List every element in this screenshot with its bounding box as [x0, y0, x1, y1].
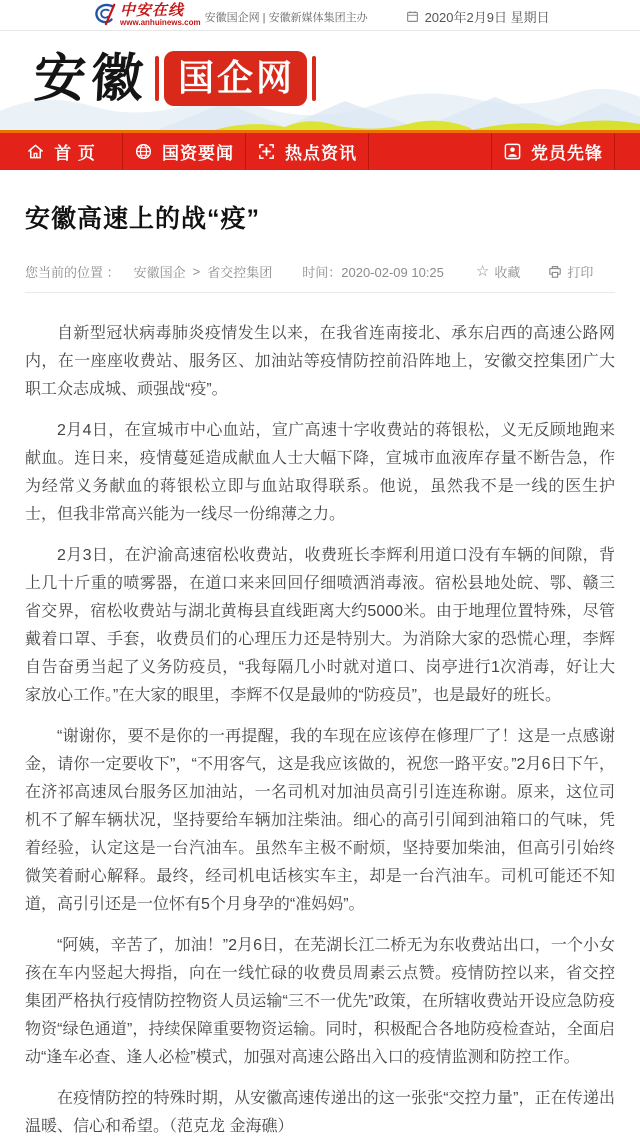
site-url: www.anhuinews.com: [120, 18, 201, 27]
breadcrumb-label: 您当前的位置 ：: [25, 265, 120, 280]
article-meta: [25, 262, 615, 281]
nav-label-party-pioneer: 党员先锋: [531, 144, 603, 163]
site-byline: 安徽国企网 | 安徽新媒体集团主办: [204, 12, 368, 24]
logo-swirl-icon: [92, 2, 118, 26]
print-label: 打印: [567, 265, 594, 280]
paragraph: “谢谢你，要不是你的一再提醒，我的车现在应该停在修理厂了！这是一点感谢金，请你一定要收下”，“不用客气，这是我应该做的，祝您一路平安。”2月6日下午，在济祁高速凤台服务区加油站，一名司机对加油员高引引连连称谢。原来，这位司机不了解车辆状况，坚持要给车辆加注柴油。细心的高引引闻到油箱口的气味，凭着经验，认定这是一台汽油车。虽然车主极不耐烦，坚持要加柴油，但高引引始终微笑着耐心解释。最终，经司机电话核实车主，却是一台汽油车。司机可能还不知道，高引引还是一位怀有5个月身孕的“准妈妈”。: [25, 728, 615, 913]
site-badge: 国企网: [164, 51, 307, 106]
nav-item-hot-news[interactable]: [246, 133, 369, 170]
favorite-button[interactable]: [476, 262, 520, 281]
main-nav: [0, 133, 640, 170]
breadcrumb-separator: >: [192, 264, 201, 279]
paragraph: 自新型冠状病毒肺炎疫情发生以来，在我省连南接北、承东启西的高速公路网内，在一座座收费站、服务区、加油站等疫情防控前沿阵地上，安徽交控集团广大职工众志成城、顽强战“疫”。: [25, 325, 615, 398]
paragraph: “阿姨，辛苦了，加油！”2月6日，在芜湖长江二桥无为东收费站出口，一个小女孩在车内竖起大拇指，向在一线忙碌的收费员周素云点赞。疫情防控以来，省交控集团严格执行疫情防控物资人员运输“三不一优先”政策，在所辖收费站开设应急防疫物资“绿色通道”，持续保障重要物资运输。同时，积极配合各地防疫检查站，全面启动“逢车必查、逢人必检”模式，加强对高速公路出入口的疫情监测和防控工作。: [25, 937, 615, 1066]
paragraph: 2月3日，在沪渝高速宿松收费站，收费班长李辉利用道口没有车辆的间隙，背上几十斤重的喷雾器，在道口来来回回仔细喷洒消毒液。宿松县地处皖、鄂、赣三省交界，宿松收费站与湖北黄梅县直线距离大约5000米。由于地理位置特殊，尽管戴着口罩、手套，收费员们的心理压力还是特别大。为消除大家的恐慌心理，李辉自告奋勇当起了义务防疫员，“我每隔几小时就对道口、岗亭进行1次消毒，好让大家放心工作。”在大家的眼里，李辉不仅是最帅的“防疫员”，也是最好的班长。: [25, 547, 615, 704]
nav-label-home: 首 页: [54, 144, 96, 163]
article-body: [0, 293, 640, 1141]
article: [0, 199, 640, 1141]
article-time: 时间：2020-02-09 10:25: [302, 265, 444, 280]
masthead: [0, 31, 640, 133]
printer-icon: [548, 265, 562, 279]
nav-item-blank: [369, 133, 492, 170]
print-button[interactable]: [548, 262, 593, 281]
paragraph: 在疫情防控的特殊时期，从安徽高速传递出的这一张张“交控力量”，正在传递出温暖、信心和希望。（范克龙 金海礁）: [25, 1090, 615, 1135]
favorite-label: 收藏: [494, 265, 521, 280]
paragraph: 2月4日，在宣城市中心血站，宣广高速十字收费站的蒋银松，义无反顾地跑来献血。连日来，疫情蔓延造成献血人士大幅下降，宣城市血液库存量不断告急，作为经常义务献血的蒋银松立即与血站取得联系。他说，虽然我不是一线的医生护士，但我非常高兴能为一线尽一份绵薄之力。: [25, 422, 615, 523]
nav-item-party-pioneer[interactable]: [492, 133, 615, 170]
nav-label-hot-news: 热点资讯: [285, 144, 357, 163]
breadcrumb-link-site[interactable]: 安徽国企: [133, 265, 186, 280]
topbar: [0, 0, 640, 31]
site-name: 中安在线: [120, 1, 185, 19]
nav-item-more[interactable]: [615, 133, 640, 170]
date-text: 2020年2月9日 星期日: [424, 9, 550, 25]
breadcrumb-link-section[interactable]: 省交控集团: [207, 265, 273, 280]
calendar-icon: [406, 10, 419, 23]
viewfinder-icon: [257, 142, 276, 161]
nav-label-state-news: 国资要闻: [162, 144, 234, 163]
star-icon: ☆: [475, 263, 490, 280]
page-title: 安徽高速上的战“疫”: [25, 205, 261, 233]
nav-item-state-news[interactable]: [123, 133, 246, 170]
nav-item-home[interactable]: [0, 133, 123, 170]
region-logo[interactable]: [32, 47, 307, 109]
region-name: 安徽: [32, 47, 150, 109]
home-icon: [26, 142, 45, 161]
date-display: [406, 7, 550, 26]
member-icon: [503, 142, 522, 161]
site-logo[interactable]: [92, 3, 201, 27]
globe-icon: [134, 142, 153, 161]
